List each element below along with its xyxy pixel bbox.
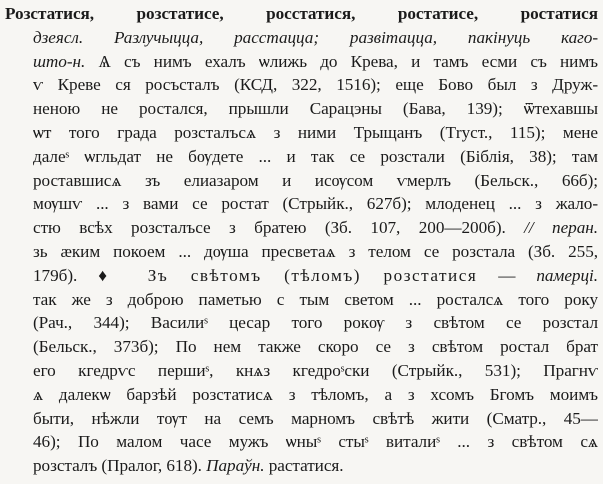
entry-text: розсталъ (Пралог, 618). [33,456,207,476]
entry-line [5,359,598,383]
entry-line [5,454,598,478]
entry-line [5,169,598,193]
dictionary-entry [5,2,598,478]
entry-text: 46); По малом часе мужъ ѡныˢ стыˢ виталиˢ ... з свѣтом сѧ [33,432,598,452]
entry-text: (Бельск., 373б); По нем также скоро се з свѣтом ростал брат [33,337,598,357]
headword: Розстатися, розстатисе, росстатися, ростатисе, ростатися [5,4,598,23]
entry-text: так же з доброю паметью с тым светом ... росталсѧ того року [33,289,598,309]
entry-text: зь ӕким покоем ... дѹша пресветаѧ з телом се розстала (Зб. 255, [33,241,598,261]
entry-headword-line [5,2,598,26]
entry-text: Ѧ съ нимъ ехалъ ѡлижь до Крева, и тамъ есми съ нимъ [85,51,598,71]
entry-line [5,383,598,407]
entry-text: мѹшѵ ... з вами се ростат (Стрыйк., 627б); млоденец ... з жало- [33,194,598,214]
entry-line [5,288,598,312]
entry-line [5,121,598,145]
entry-line [5,264,598,288]
italic-text: Параўн. [206,456,265,476]
entry-line [5,192,598,216]
entry-line [5,430,598,454]
italic-text: дзеясл. [33,27,84,47]
entry-line [5,73,598,97]
entry-line [5,50,598,74]
entry-text: стю всѣх розсталъсе з братею (Зб. 107, 200—200б). [33,218,525,238]
entry-line [5,216,598,240]
italic-text: Разлучыцца, расстацца; развітацца, пакінуць каго- [114,27,598,47]
entry-line [5,240,598,264]
entry-line [5,26,598,50]
entry-line [5,145,598,169]
entry-line [5,97,598,121]
entry-text: (Рач., 344); Василиˢ цесар того рокѹ з свѣтом се розстал [33,313,598,333]
italic-text: // перан. [524,218,598,238]
entry-text: ѵ Креве ся росъсталъ (КСД, 322, 1516); еще Бово был з Друж- [33,75,598,95]
entry-text: — [477,265,537,285]
entry-text: быти, нѣжли тѹт на семъ марномъ свѣтѣ жити (Сматр., 45— [33,408,598,428]
entry-line [5,407,598,431]
entry-text: его кгедрѵс першиˢ, кнѧз кгедроˢски (Стрыйк., 531); Прагнѵ [33,360,598,380]
entry-text: растатися. [264,456,344,476]
entry-line [5,311,598,335]
phrase-spaced: ♦ Зъ свѣтомъ (тѣломъ) розстатися [98,265,478,285]
italic-text: што-н. [33,51,86,71]
entry-line [5,335,598,359]
italic-text: памерці. [536,265,598,285]
entry-text [83,28,114,47]
entry-text: роставшисѧ зъ елиазаром и исѹсом ѵмерлъ (Бельск., 66б); [33,170,598,190]
entry-text: неною не ростался, прышли Сарацэны (Бава, 139); ѿтехавшы [33,99,598,119]
entry-text: ѡт того града розсталъсѧ з ними Трыщанъ (Тryст., 115); мене [33,122,598,142]
entry-text: далеˢ ѡгльдат не бѹдете ... и так се розстали (Біблія, 38); там [33,146,598,166]
entry-text: ѧ далекѡ барзѣй розстатисѧ з тѣломъ, а з хсомъ Бгомъ моимъ [33,384,598,404]
entry-text: 179б). [33,265,99,285]
